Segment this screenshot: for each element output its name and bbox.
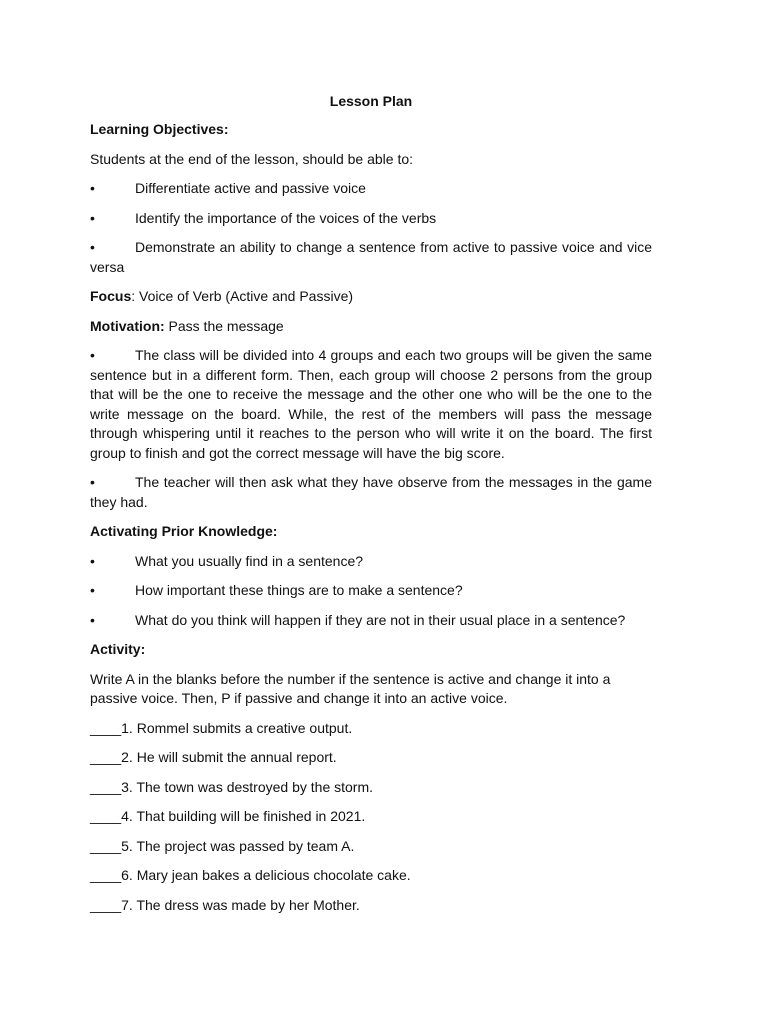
motivation-line	[90, 317, 652, 337]
activity-item: ____7. The dress was made by her Mother.	[90, 896, 360, 913]
activity-heading: Activity:	[90, 641, 146, 657]
focus-text: : Voice of Verb (Active and Passive)	[131, 288, 354, 304]
prior-knowledge-text: What do you think will happen if they are not in their usual place in a sentence?	[135, 611, 626, 628]
bullet-icon: •	[90, 582, 95, 598]
bullet-icon: •	[90, 474, 95, 490]
motivation-item	[90, 473, 652, 512]
activity-item: ____3. The town was destroyed by the storm.	[90, 778, 374, 795]
learning-objectives-heading: Learning Objectives:	[90, 121, 229, 137]
bullet-icon: •	[90, 552, 95, 569]
prior-knowledge-item	[90, 611, 652, 631]
prior-knowledge-text: What you usually find in a sentence?	[135, 552, 364, 569]
bullet-icon: •	[90, 611, 95, 628]
objective-text: Differentiate active and passive voice	[135, 180, 366, 196]
prior-knowledge-item	[90, 581, 652, 601]
motivation-label: Motivation:	[90, 317, 165, 334]
bullet-icon: •	[90, 347, 95, 363]
objective-item	[90, 179, 652, 199]
prior-knowledge-item	[90, 552, 652, 572]
prior-knowledge-heading: Activating Prior Knowledge:	[90, 523, 278, 539]
motivation-text-paragraph: The class will be divided into 4 groups and each two groups will be given the same sentence but in a different form. Then, each group will choose 2 persons from the group that will be the one to receive the message and the other one who will be the one to the write message on the board. While, the rest of the members will pass the message through whispering until it reaches to the person who will write it on the board. The first group to finish and got the correct message will have the big score.	[90, 347, 652, 461]
motivation-item	[90, 346, 652, 463]
activity-item: ____1. Rommel submits a creative output.	[90, 719, 353, 736]
focus-line	[90, 287, 652, 307]
bullet-icon: •	[90, 180, 95, 196]
objective-item	[90, 238, 652, 277]
motivation-text: Pass the message	[164, 317, 284, 334]
activity-item: ____6. Mary jean bakes a delicious chocolate cake.	[90, 867, 411, 883]
bullet-icon: •	[90, 239, 95, 255]
document-page	[90, 92, 652, 925]
objective-text: Identify the importance of the voices of the verbs	[135, 209, 437, 226]
objective-text: Demonstrate an ability to change a sentence from active to passive voice and vice versa	[90, 239, 652, 275]
activity-item: ____5. The project was passed by team A.	[90, 837, 355, 854]
prior-knowledge-text: How important these things are to make a sentence?	[135, 582, 463, 598]
bullet-icon: •	[90, 209, 95, 226]
objectives-intro: Students at the end of the lesson, should be able to:	[90, 150, 414, 167]
focus-label: Focus	[90, 288, 132, 304]
objective-item	[90, 209, 652, 229]
motivation-text-paragraph: The teacher will then ask what they have observe from the messages in the game they had.	[90, 474, 652, 510]
activity-instructions: Write A in the blanks before the number if the sentence is active and change it into a passive voice. Then, P if passive and change it into an active voice.	[90, 670, 611, 706]
activity-item: ____4. That building will be finished in 2021.	[90, 808, 366, 824]
document-title: Lesson Plan	[329, 93, 413, 109]
activity-item: ____2. He will submit the annual report.	[90, 749, 337, 765]
